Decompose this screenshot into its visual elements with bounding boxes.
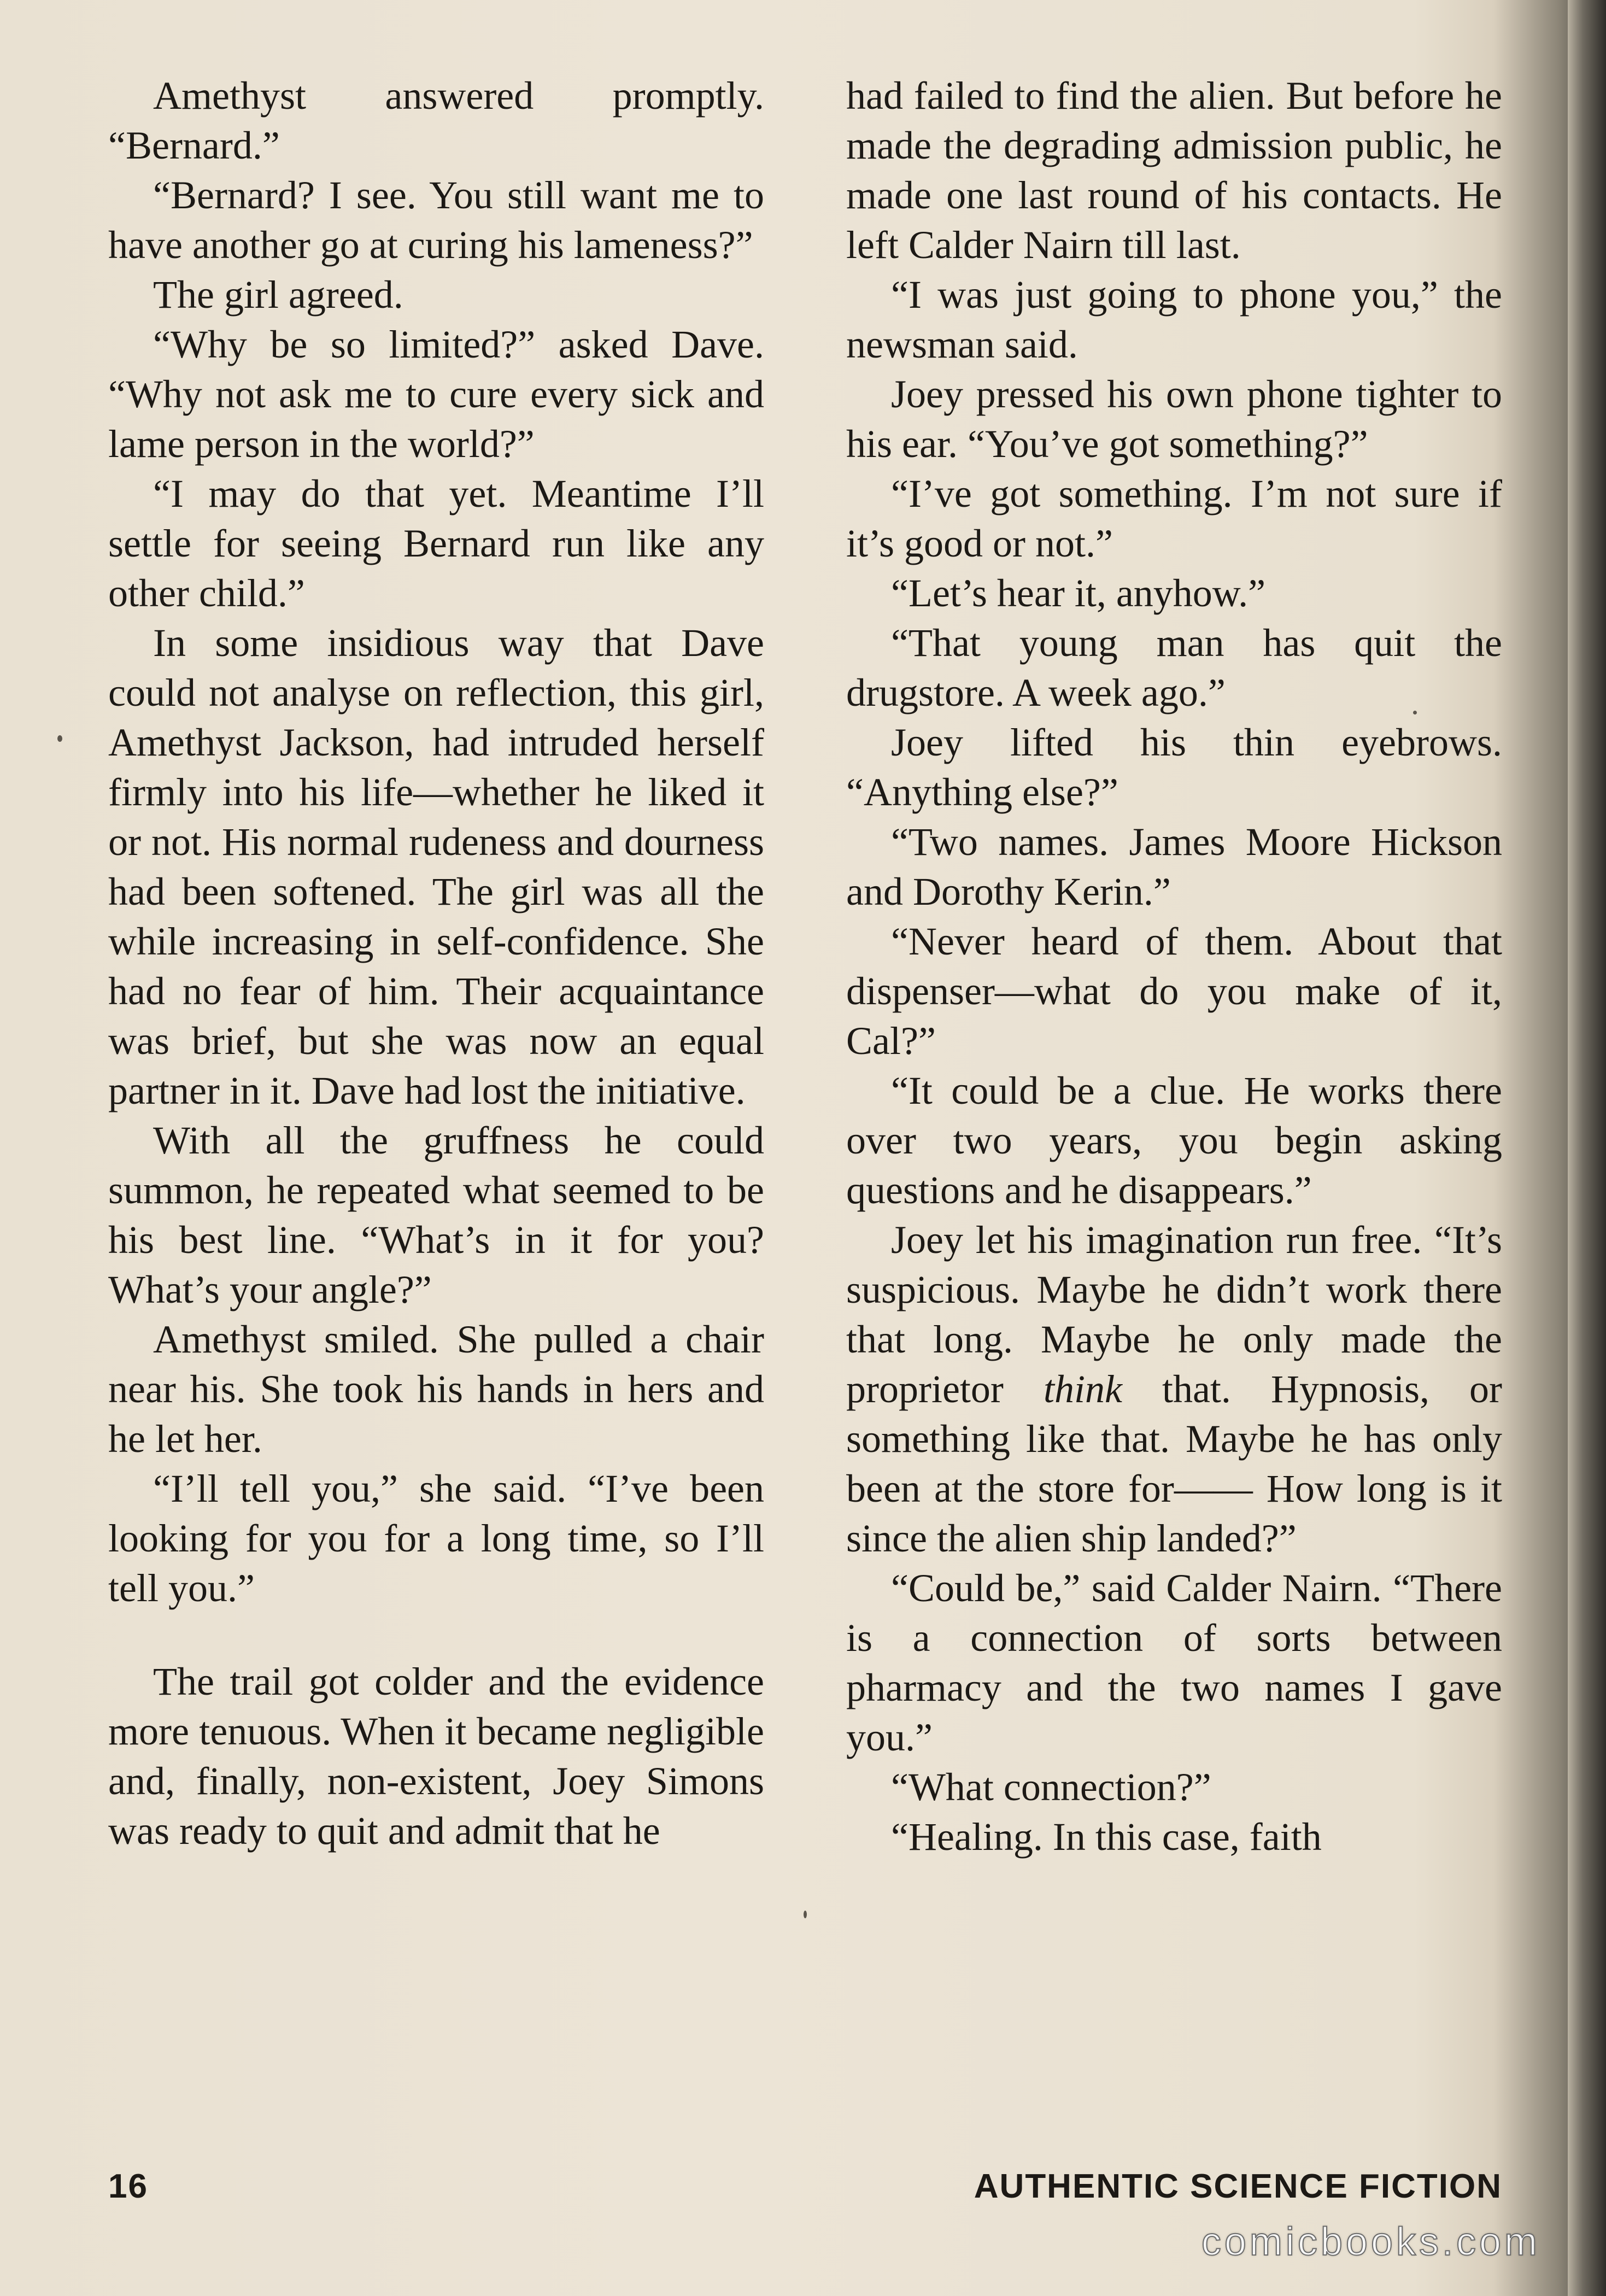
paper-speck	[804, 1911, 807, 1918]
paragraph: The girl agreed.	[153, 273, 403, 317]
paragraph: With all the gruffness he could summon, he repeated what seemed to be his best line. “What’s in it for you? What’s your angle?”	[108, 1118, 764, 1311]
paragraph: In some insidious way that Dave could not analyse on reflection, this girl, Amethyst Jackson, had intruded herself firmly into his life—whether he liked it or not. His normal rudeness and dourness had been softened. The girl was all the while increasing in self-confidence. She had no fear of him. Their acquaintance was brief, but she was now an equal partner in it. Dave had lost the initiative.	[108, 621, 764, 1112]
paragraph: “It could be a clue. He works there over two years, you begin asking questions and he disappears.”	[846, 1069, 1502, 1212]
page-number: 16	[108, 2168, 148, 2205]
paragraph: Amethyst smiled. She pulled a chair near his. She took his hands in hers and he let her.	[108, 1317, 764, 1461]
paragraph: “Could be,” said Calder Nairn. “There is a connection of sorts between pharmacy and the two names I gave you.”	[846, 1566, 1502, 1759]
paragraph: “Let’s hear it, anyhow.”	[891, 571, 1266, 615]
page-binding-edge	[1568, 0, 1606, 2296]
page-footer	[108, 2165, 1502, 2209]
watermark: comicbooks.com	[1201, 2220, 1540, 2264]
paragraph: “I was just going to phone you,” the newsman said.	[846, 273, 1502, 366]
paragraph: “I may do that yet. Meantime I’ll settle for seeing Bernard run like any other child.”	[108, 472, 764, 615]
paragraph: “Why be so limited?” asked Dave. “Why not ask me to cure every sick and lame person in the world?”	[108, 323, 764, 466]
paragraph: “I’ll tell you,” she said. “I’ve been looking for you for a long time, so I’ll tell you.”	[108, 1467, 764, 1610]
running-head: AUTHENTIC SCIENCE FICTION	[974, 2168, 1502, 2205]
paragraph: “Bernard? I see. You still want me to have another go at curing his lameness?”	[108, 173, 764, 267]
right-text-column	[846, 71, 1502, 1862]
paragraph: “What connection?”	[891, 1765, 1211, 1809]
continued-paragraph: had failed to find the alien. But before he made the degrading admission public, he made one last round of his contacts. He left Calder Nairn till last.	[846, 74, 1502, 267]
paragraph: “Two names. James Moore Hickson and Dorothy Kerin.”	[846, 820, 1502, 913]
paragraph: “That young man has quit the drugstore. A week ago.”	[846, 621, 1502, 714]
italic-word: think	[1043, 1367, 1122, 1411]
paragraph-text: that. Hypnosis, or something like that. Maybe he has only been at the store for—— How long is it since the alien ship landed?”	[846, 1367, 1502, 1560]
paragraph-with-italic	[846, 1215, 1502, 1563]
paragraph: Joey pressed his own phone tighter to his ear. “You’ve got something?”	[846, 372, 1502, 466]
left-text-column	[108, 71, 764, 1856]
paper-speck	[1413, 711, 1417, 714]
paragraph: Joey lifted his thin eyebrows. “Anything else?”	[846, 721, 1502, 814]
paragraph: “Healing. In this case, faith	[891, 1815, 1322, 1859]
paragraph-text: Joey let his imagination run free. “It’s suspicious. Maybe he didn’t work there that long. Maybe he only made the proprietor	[846, 1218, 1502, 1411]
paragraph: Amethyst answered promptly. “Bernard.”	[108, 74, 764, 167]
paragraph: “Never heard of them. About that dispenser—what do you make of it, Cal?”	[846, 919, 1502, 1063]
section-break-paragraph: The trail got colder and the evidence more tenuous. When it became negligible and, finally, non-existent, Joey Simons was ready to quit and admit that he	[108, 1660, 764, 1853]
paragraph: “I’ve got something. I’m not sure if it’s good or not.”	[846, 472, 1502, 565]
paper-speck	[57, 735, 62, 742]
